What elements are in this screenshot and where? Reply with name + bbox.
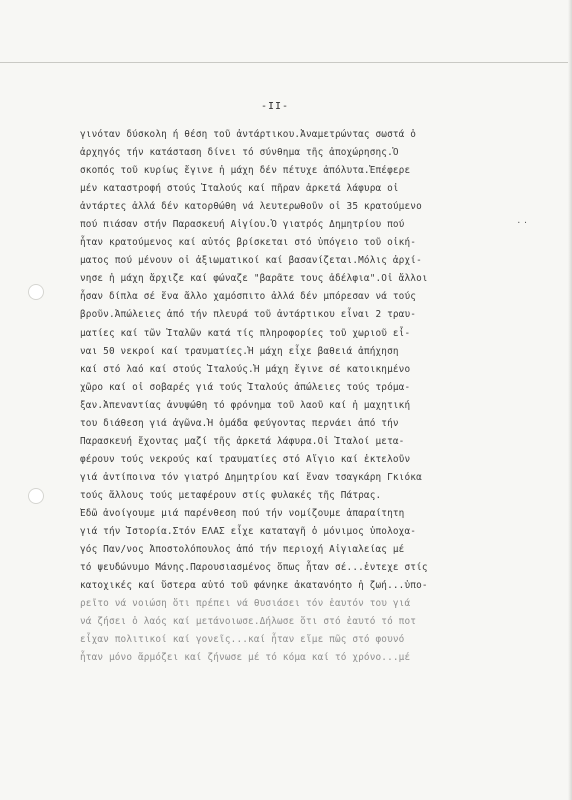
text-line: ἀντάρτες ἀλλά δέν κατορθώθη νά λευτερωθοῦν οἱ 35 κρατούμενο — [80, 201, 422, 213]
text-line: Παρασκευή ἔχοντας μαζί τῆς ἀρκετά λάφυρα.Οἱ Ἰταλοί μετα- — [80, 435, 405, 447]
text-line: πού πιάσαν στήν Παρασκευή Αἰγίου.Ὁ γιατρός Δημητρίου πού — [80, 219, 405, 231]
text-line: σκοπός τοῦ κυρίως ἔγινε ἡ μάχη δέν πέτυχε ἀπόλυτα.Ἐπέφερε — [80, 165, 411, 177]
text-line: φέρουν τούς νεκρούς καί τραυματίες στό Αἴγιο καί ἐκτελοῦν — [80, 453, 411, 465]
text-line: κατοχικές καί ὕστερα αὐτό τοῦ φάνηκε ἀκατανόητο ἡ ζωή...ὑπο- — [80, 580, 428, 592]
text-line: ματίες καί τῶν Ἰταλῶν κατά τίς πληροφορίες τοῦ χωριοῦ εἶ- — [80, 327, 411, 339]
text-line: ἦσαν δίπλα σέ ἕνα ἄλλο χαμόσπιτο ἀλλά δέν μπόρεσαν νά τούς — [80, 291, 417, 303]
text-line: γινόταν δύσκολη ή θέση τοῦ ἀντάρτικου.Ἀναμετρώντας σωστά ὁ — [80, 129, 417, 140]
text-line: ρεῖτο νά νοιώση ὅτι πρέπει νά θυσιάσει τόν ἑαυτόν του γιά — [80, 598, 411, 610]
text-line: ἦταν κρατούμενος καί αὐτός βρίσκεται στό ὑπόγειο τοῦ οἰκή- — [80, 237, 417, 249]
text-line: νησε ἡ μάχη ἄρχιζε καί φώναζε "βαρᾶτε τους ἀδέλφια".Οἱ ἄλλοι — [80, 273, 428, 285]
text-line: ξαν.Ἀπεναντίας ἀνυψώθη τό φρόνημα τοῦ λαοῦ καί ἡ μαχητική — [80, 399, 411, 411]
text-line: Ἐδῶ ἀνοίγουμε μιά παρένθεση πού τήν νομίζουμε ἀπαραίτητη — [80, 507, 405, 519]
typed-body-text — [80, 126, 520, 667]
page-number: -II- — [260, 101, 290, 112]
text-line: χῶρο καί οἱ σοβαρές γιά τούς Ἰταλούς ἀπώλειες τούς τρόμα- — [80, 381, 411, 393]
punch-hole-icon — [28, 488, 44, 504]
text-line: νά ζήσει ὁ λαός καί μετάνοιωσε.Δήλωσε ὅτι στό ἑαυτό τό ποτ — [80, 616, 417, 628]
text-line: γός Παν/νος Ἀποστολόπουλος ἀπό τήν περιοχή Αἰγιαλείας μέ — [80, 544, 405, 556]
text-line: μέν καταστροφή στούς Ἰταλούς καί πῆραν ἀρκετά λάφυρα οἱ — [80, 183, 399, 195]
text-line: τό ψευδώνυμο Μάνης.Παρουσιασμένος ὅπως ἦταν σέ...ἐντεχε στίς — [80, 562, 428, 574]
text-line: ἀρχηγός τήν κατάσταση δίνει τό σύνθημα τῆς ἀποχώρησης.Ὁ — [80, 147, 399, 159]
paper-edge-shadow — [568, 0, 572, 800]
text-line: του διάθεση γιά ἀγῶνα.Ἡ ὁμάδα φεύγοντας περνάει ἀπό τήν — [80, 417, 399, 429]
punch-hole-icon — [28, 284, 44, 300]
text-line: γιά ἀντίποινα τόν γιατρό Δημητρίου καί ἕναν τσαγκάρη Γκιόκα — [80, 471, 422, 483]
margin-mark: .. — [516, 216, 530, 225]
text-line: τούς ἄλλους τούς μεταφέρουν στίς φυλακές τῆς Πάτρας. — [80, 489, 382, 501]
text-line: εἶχαν πολιτικοί καί γονεῖς...καί ἦταν εἴμε πῶς στό φουνό — [80, 634, 405, 646]
text-line: καί στό λαό καί στούς Ἰταλούς.Ἡ μάχη ἔγινε σέ κατοικημένο — [80, 363, 411, 375]
text-line: γιά τήν Ἱστορία.Στόν ΕΛΑΣ εἶχε καταταγῆ ὁ μόνιμος ὑπολοχα- — [80, 526, 417, 538]
paper-fold-line — [0, 62, 572, 63]
text-line: ναι 50 νεκροί καί τραυματίες.Ἡ μάχη εἶχε βαθειά ἀπήχηση — [80, 345, 399, 357]
text-line: ματος πού μένουν οἱ ἀξιωματικοί καί βασανίζεται.Μόλις ἀρχί- — [80, 255, 422, 267]
text-line: ἦταν μόνο ἄρμόζει καί ζήνωσε μέ τό κόμα καί τό χρόνο...μέ — [80, 652, 411, 664]
text-line: βροῦν.Ἀπώλειες ἀπό τήν πλευρά τοῦ ἀντάρτικου εἶναι 2 τραυ- — [80, 309, 417, 321]
